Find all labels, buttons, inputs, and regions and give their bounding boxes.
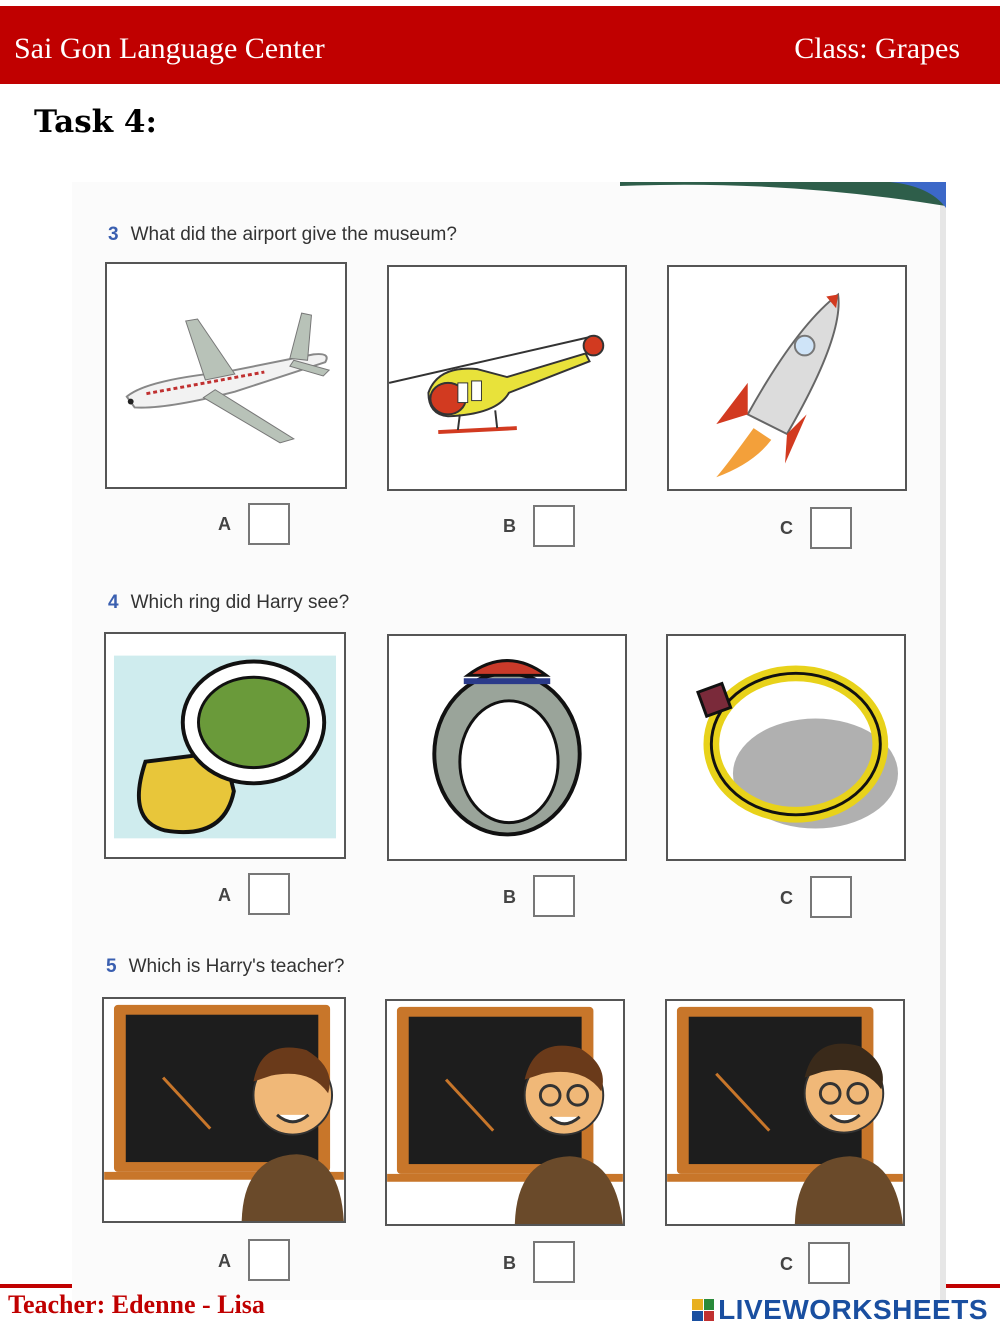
answer-box-3a[interactable] (248, 503, 290, 545)
teacher-credit: Teacher: Edenne - Lisa (8, 1290, 265, 1319)
teacher-c-image (665, 999, 905, 1226)
option-label-b: B (503, 887, 516, 907)
class-name: Class: Grapes (794, 32, 960, 65)
rocket-image (667, 265, 907, 491)
option-label-b: B (503, 1253, 516, 1273)
option-label-c: C (780, 1254, 793, 1274)
answer-box-5c[interactable] (808, 1242, 850, 1284)
question-5 (106, 956, 344, 978)
school-name: Sai Gon Language Center (14, 32, 325, 65)
question-3 (108, 224, 457, 246)
page-corner-decoration (620, 182, 946, 212)
red-stone-ring-image (387, 634, 627, 861)
option-label-c: C (780, 518, 793, 538)
question-number: 4 (108, 592, 119, 613)
option-label-a: A (218, 885, 231, 905)
task-title: Task 4: (34, 104, 157, 140)
question-number: 3 (108, 224, 119, 245)
question-number: 5 (106, 956, 117, 977)
question-text: What did the airport give the museum? (130, 224, 457, 245)
teacher-a-image (102, 997, 346, 1223)
helicopter-image (387, 265, 627, 491)
answer-box-3b[interactable] (533, 505, 575, 547)
gold-ring-image (666, 634, 906, 861)
answer-box-5b[interactable] (533, 1241, 575, 1283)
answer-box-4a[interactable] (248, 873, 290, 915)
answer-box-5a[interactable] (248, 1239, 290, 1281)
question-text: Which ring did Harry see? (130, 592, 350, 613)
brand-name: LIVEWORKSHEETS (718, 1294, 988, 1325)
option-label-b: B (503, 516, 516, 536)
airplane-image (105, 262, 347, 489)
liveworksheets-logo[interactable] (692, 1294, 988, 1326)
footer-rule-left (0, 1284, 72, 1288)
question-4 (108, 592, 349, 614)
answer-box-4c[interactable] (810, 876, 852, 918)
teacher-b-image (385, 999, 625, 1226)
option-label-a: A (218, 514, 231, 534)
answer-box-4b[interactable] (533, 875, 575, 917)
green-ring-image (104, 632, 346, 859)
liveworksheets-icon (692, 1299, 714, 1321)
footer-rule-right (946, 1284, 1000, 1288)
question-text: Which is Harry's teacher? (128, 956, 345, 977)
header-bar (0, 6, 1000, 84)
option-label-a: A (218, 1251, 231, 1271)
option-label-c: C (780, 888, 793, 908)
answer-box-3c[interactable] (810, 507, 852, 549)
